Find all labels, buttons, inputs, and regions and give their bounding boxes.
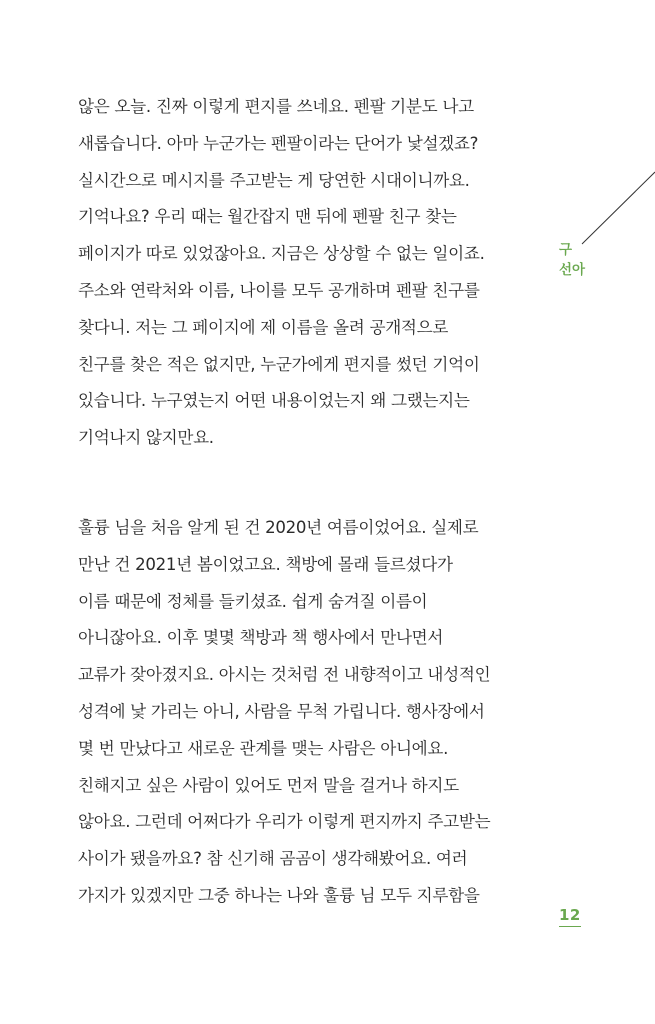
text-line: 실시간으로 메시지를 주고받는 게 당연한 시대이니까요.	[78, 170, 470, 190]
text-line: 기억나요? 우리 때는 월간잡지 맨 뒤에 펜팔 친구 찾는	[78, 207, 457, 227]
text-line: 기억나지 않지만요.	[78, 428, 214, 448]
text-line: 만난 건 2021년 봄이었고요. 책방에 몰래 들르셨다가	[78, 554, 453, 574]
text-line: 몇 번 만났다고 새로운 관계를 맺는 사람은 아니에요.	[78, 738, 449, 758]
text-line: 사이가 됐을까요? 참 신기해 곰곰이 생각해봤어요. 여러	[78, 849, 468, 869]
text-line: 찾다니. 저는 그 페이지에 제 이름을 올려 공개적으로	[78, 317, 449, 337]
page-number: 12	[559, 906, 581, 927]
text-line: 아니잖아요. 이후 몇몇 책방과 책 행사에서 만나면서	[78, 628, 444, 648]
text-line: 훌륭 님을 처음 알게 된 건 2020년 여름이었어요. 실제로	[78, 518, 479, 537]
text-line: 친해지고 싶은 사람이 있어도 먼저 말을 걸거나 하지도	[78, 775, 459, 795]
text-line: 있습니다. 누구였는지 어떤 내용이었는지 왜 그랬는지는	[78, 391, 470, 411]
author-given-name: 선아	[559, 262, 586, 278]
text-line: 이름 때문에 정체를 들키셨죠. 쉽게 숨겨질 이름이	[78, 591, 428, 611]
text-line: 않은 오늘. 진짜 이렇게 편지를 쓰네요. 펜팔 기분도 나고	[78, 97, 474, 116]
text-line: 새롭습니다. 아마 누군가는 펜팔이라는 단어가 낯설겠죠?	[78, 133, 479, 153]
text-line: 친구를 찾은 적은 없지만, 누군가에게 편지를 썼던 기억이	[78, 354, 480, 374]
body-paragraph-2	[78, 510, 528, 915]
author-name	[559, 240, 599, 280]
author-surname: 구	[559, 242, 573, 258]
text-line: 주소와 연락처와 이름, 나이를 모두 공개하며 펜팔 친구를	[78, 280, 480, 300]
text-line: 가지가 있겠지만 그중 하나는 나와 훌륭 님 모두 지루함을	[78, 885, 480, 905]
text-line: 페이지가 따로 있었잖아요. 지금은 상상할 수 없는 일이죠.	[78, 244, 485, 264]
text-line: 않아요. 그런데 어쩌다가 우리가 이렇게 편지까지 주고받는	[78, 812, 491, 832]
text-line: 성격에 낯 가리는 아니, 사람을 무척 가립니다. 행사장에서	[78, 701, 485, 721]
body-paragraph-1	[78, 89, 528, 457]
text-line: 교류가 잦아졌지요. 아시는 것처럼 전 내향적이고 내성적인	[78, 665, 491, 685]
